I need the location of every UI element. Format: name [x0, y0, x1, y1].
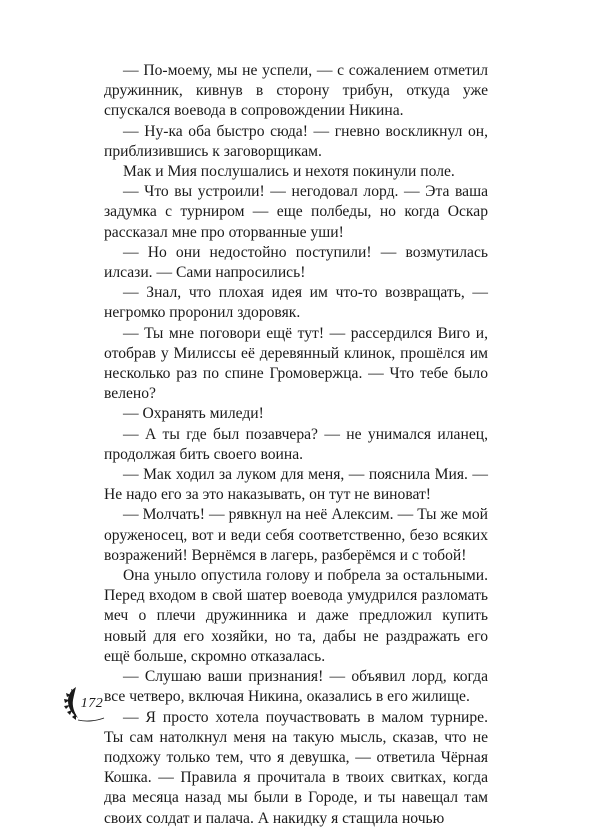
paragraph: — Ну-ка оба быстро сюда! — гневно воскликнул он, приблизившись к заговорщикам.: [104, 122, 488, 160]
paragraph: — Ты мне поговори ещё тут! — рассердился Виго и, отобрав у Милиссы её деревянный клинок, прошёлся им несколько раз по спине Громовержца. — Что тебе было велено?: [104, 324, 488, 403]
paragraph: — Но они недостойно поступили! — возмутилась илсази. — Сами напросились!: [104, 243, 488, 282]
page-number: 172: [80, 696, 104, 711]
paragraph: — А ты где был позавчера? — не унимался иланец, продолжая бить своего воина.: [104, 425, 488, 463]
paragraph: Мак и Мия послушались и нехотя покинули поле.: [123, 163, 455, 181]
paragraph: — По-моему, мы не успели, — с сожалением отметил дружинник, кивнув в сторону трибун, откуда уже спускался воевода в сопровождении Никина.: [104, 62, 488, 120]
paragraph: — Слушаю ваши признания! — объявил лорд, когда все четверо, включая Никина, оказались в его жилище.: [104, 668, 488, 706]
page-body-text: [104, 61, 488, 829]
paragraph: — Молчать! — рявкнул на неё Алексим. — Ты же мой оруженосец, вот и веди себя соответственно, безо всяких возражений! Вернёмся в лагерь, разберёмся и с тобой!: [104, 506, 488, 564]
page-number-badge: [62, 684, 106, 724]
paragraph: Она уныло опустила голову и побрела за остальными. Перед входом в свой шатер воевода умудрился разломать меч о плечи дружинника и даже предложил купить новый для его хозяйки, но та, дабы не раздражать его ещё больше, скромно отказалась.: [104, 567, 488, 665]
paragraph: — Мак ходил за луком для меня, — пояснила Мия. — Не надо его за это наказывать, он тут не виноват!: [104, 466, 488, 504]
paragraph: — Знал, что плохая идея им что-то возвращать, — негромко проронил здоровяк.: [104, 284, 488, 322]
paragraph: — Охранять миледи!: [123, 405, 264, 423]
paragraph: — Что вы устроили! — негодовал лорд. — Эта ваша задумка с турниром — еще полбеды, но когда Оскар рассказал мне про оторванные уши!: [104, 183, 488, 241]
paragraph: — Я просто хотела поучаствовать в малом турнире. Ты сам натолкнул меня на такую мысль, сказав, что не подхожу только тем, что я девушка, — ответила Чёрная Кошка. — Правила я прочитала в твоих свитках, когда два месяца назад мы были в Городе, и ты навещал там своих солдат и палача. А накидку я стащила ночью: [104, 708, 488, 827]
